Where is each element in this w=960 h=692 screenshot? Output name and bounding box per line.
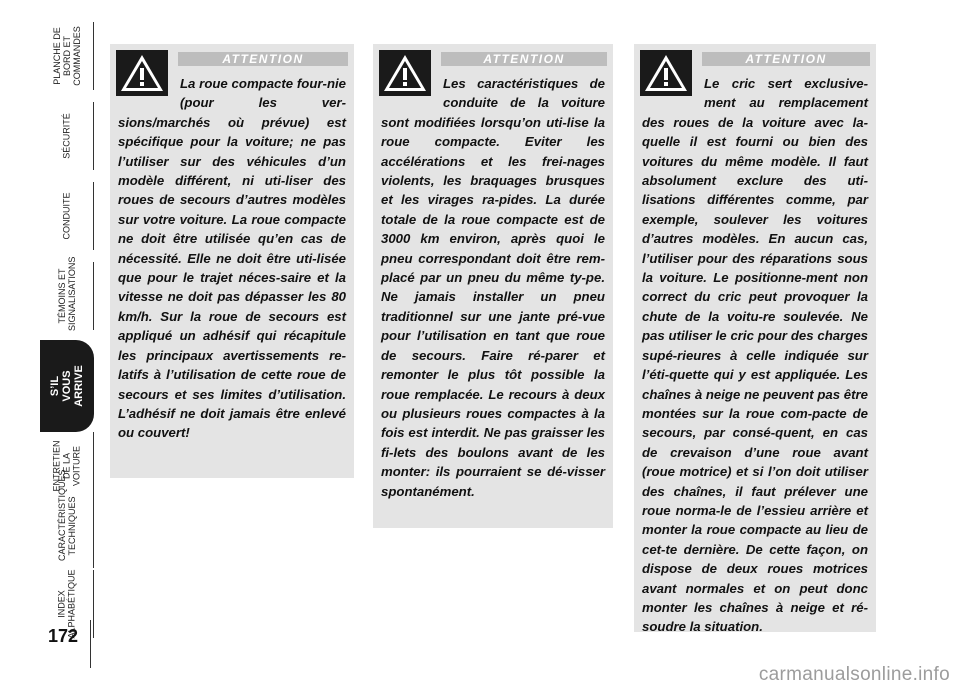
tab-label: CARACTÉRISTIQUES TECHNIQUES (56, 469, 77, 561)
tab-conduite[interactable] (40, 182, 94, 250)
warning-triangle-icon (640, 50, 692, 96)
warning-triangle-icon (116, 50, 168, 96)
tab-label: CONDUITE (61, 192, 72, 240)
attention-badge: ATTENTION (441, 52, 607, 66)
watermark: carmanualsonline.info (758, 664, 950, 685)
warning-triangle-icon (379, 50, 431, 96)
tab-s-il-vous-arrive[interactable] (40, 340, 94, 432)
tab-planche-de-bord[interactable] (40, 22, 94, 90)
attention-box-jack (634, 44, 876, 635)
tab-label: S’IL VOUS ARRIVE (49, 365, 85, 407)
tab-label: ENTRETIEN DE LA VOITURE (51, 440, 82, 492)
attention-text: Le cric sert exclusive-ment au remplacement des roues de la voiture avec la-quelle il est fourni ou bien des voitures du même modèle. Il faut absolument exclure des uti-lisations différentes comme, par exemple, soulever les voitures d’autres modèles. En aucun cas, l’utiliser pour des réparations sous la voiture. Le positionne-ment non correct du cric peut provoquer la chute de la voitu-re soulevée. Ne pas utiliser le cric pour des charges supé-rieures à celle indiquée sur l’éti-quette qui y est appliquée. Les chaînes à neige ne peuvent pas être montées sur la roue com-pacte de secours, par consé-quent, en cas de crevaison d’une roue avant (roue motrice) et si l’on doit utiliser des chaînes, il faut prélever une roue norma-le de l’essieu arrière et monter la roue compacte au lieu de cet-te dernière. De cette façon, on dispose de deux roues motrices avant normales et on peut donc monter les chaînes à neige et ré-soudre la situation. (642, 76, 868, 635)
tab-label: INDEX ALPHABÉTIQUE (56, 569, 77, 639)
tab-securite[interactable] (40, 102, 94, 170)
page-number: 172 (47, 626, 79, 646)
tab-label: SÉCURITÉ (61, 113, 72, 159)
attention-text: La roue compacte four-nie (pour les ver-sions/marchés où prévue) est spécifique pour la voiture; ne pas l’utiliser sur des véhicules d’un modèle différent, ni uti-liser des roues de secours d’autres modèles sur votre voiture. La roue compacte ne doit être utilisée qu’en cas de nécessité. Elle ne doit être uti-lisée que pour le trajet néces-saire et la vitesse ne doit pas dépasser les 80 km/h. Sur la roue de secours est appliqué un adhésif qui récapitule les principaux avertissements re-latifs à l’utilisation de cette roue de secours et ses limites d’utilisation. L’adhésif ne doit jamais être enlevé ou couvert! (118, 76, 346, 441)
attention-badge: ATTENTION (178, 52, 348, 66)
tab-temoins[interactable] (40, 256, 94, 331)
tab-caracteristiques[interactable] (40, 469, 94, 568)
attention-badge: ATTENTION (702, 52, 870, 66)
attention-text: Les caractéristiques de conduite de la voiture sont modifiées lorsqu’on uti-lise la roue compacte. Eviter les accélérations et les frei-nages violents, les braquages brusques et les virages ra-pides. La durée totale de la roue compacte est de 3000 km environ, après quoi le pneu correspondant doit être rem-placé par un pneu du même ty-pe. Ne jamais installer un pneu traditionnel sur une jante pré-vue pour l’utilisation en tant que roue de secours. Faire ré-parer et remonter le plus tôt possible la roue remplacée. Le recours à deux ou plusieurs roues compactes à la fois est interdit. Ne pas graisser les fi-lets des boulons avant de les monter: ils pourraient se dé-visser spontanément. (381, 76, 605, 499)
page-rule (90, 620, 91, 668)
tab-label: TÉMOINS ET SIGNALISATIONS (56, 256, 77, 331)
tab-label: PLANCHE DE BORD ET COMMANDES (51, 26, 82, 86)
attention-box-driving (373, 44, 613, 528)
attention-box-compact-wheel (110, 44, 354, 478)
